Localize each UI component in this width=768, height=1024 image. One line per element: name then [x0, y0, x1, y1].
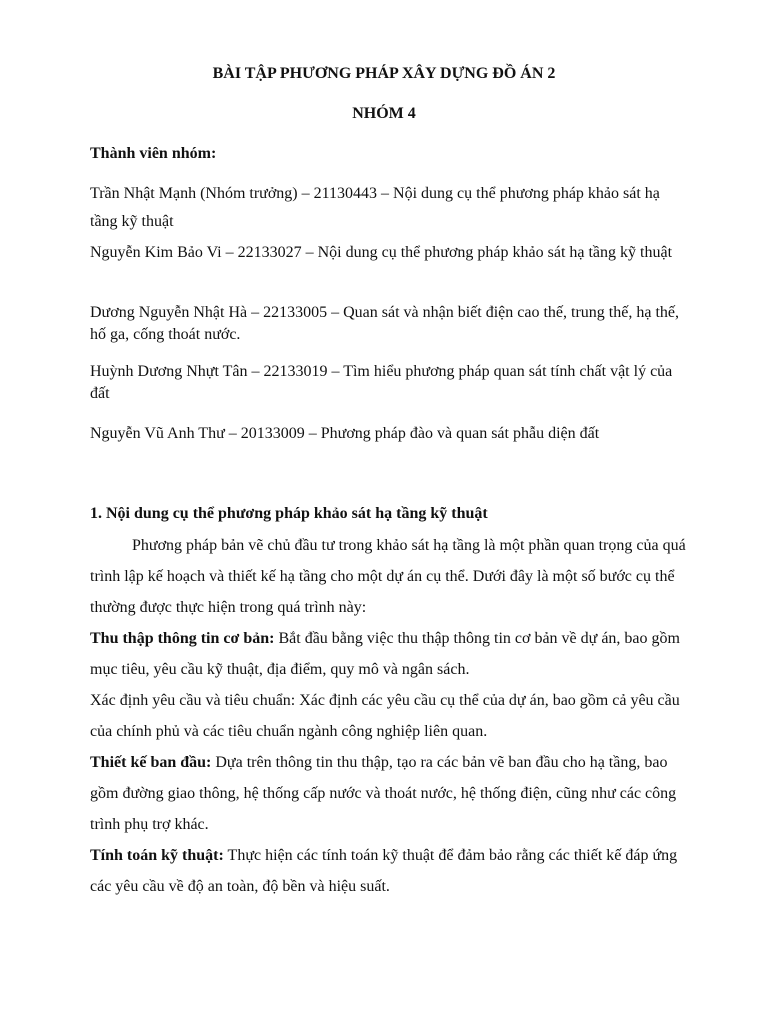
member-item: Nguyễn Kim Bảo Vi – 22133027 – Nội dung cụ thể phương pháp khảo sát hạ tầng kỹ thuật	[90, 244, 673, 261]
step-engineering-calc	[90, 840, 690, 902]
step-text: Dựa trên thông tin thu thập, tạo ra các bản vẽ ban đầu cho hạ tầng, bao gồm đường giao thông, hệ thống cấp nước và thoát nước, hệ thống điện, cũng như các công trình phụ trợ khác.	[90, 754, 677, 833]
step-requirements: Xác định yêu cầu và tiêu chuẩn: Xác định các yêu cầu cụ thể của dự án, bao gồm cả yêu cầu của chính phủ và các tiêu chuẩn ngành công nghiệp liên quan.	[90, 692, 680, 740]
group-name: NHÓM 4	[352, 105, 416, 122]
member-item: Trần Nhật Mạnh (Nhóm trưởng) – 21130443 – Nội dung cụ thể phương pháp khảo sát hạ tầng kỹ thuật	[90, 185, 660, 230]
member-item: Dương Nguyễn Nhật Hà – 22133005 – Quan sát và nhận biết điện cao thế, trung thế, hạ thế, hố ga, cống thoát nước.	[90, 304, 679, 343]
step-text: Bắt đầu bằng việc thu thập thông tin cơ bản về dự án, bao gồm mục tiêu, yêu cầu kỹ thuật, địa điểm, quy mô và ngân sách.	[90, 630, 680, 678]
step-text: Thực hiện các tính toán kỹ thuật để đảm bảo rằng các thiết kế đáp ứng các yêu cầu về độ an toàn, độ bền và hiệu suất.	[90, 847, 678, 895]
document-title: BÀI TẬP PHƯƠNG PHÁP XÂY DỰNG ĐỒ ÁN 2	[212, 65, 556, 82]
step-lead: Thiết kế ban đầu:	[90, 754, 212, 771]
section-intro: Phương pháp bản vẽ chủ đầu tư trong khảo sát hạ tầng là một phần quan trọng của quá trình lập kế hoạch và thiết kế hạ tầng cho một dự án cụ thể. Dưới đây là một số bước cụ thể thường được thực hiện trong quá trình này:	[90, 537, 686, 616]
section-heading: 1. Nội dung cụ thể phương pháp khảo sát hạ tầng kỹ thuật	[90, 505, 488, 522]
step-collect-info	[90, 623, 690, 685]
member-item: Huỳnh Dương Nhựt Tân – 22133019 – Tìm hiểu phương pháp quan sát tính chất vật lý của đất	[90, 363, 673, 402]
member-item: Nguyễn Vũ Anh Thư – 20133009 – Phương pháp đào và quan sát phẫu diện đất	[90, 425, 600, 442]
members-heading: Thành viên nhóm:	[90, 145, 217, 162]
step-lead: Tính toán kỹ thuật:	[90, 847, 224, 864]
step-lead: Thu thập thông tin cơ bản:	[90, 630, 275, 647]
step-initial-design	[90, 747, 690, 840]
section-1	[90, 498, 690, 902]
